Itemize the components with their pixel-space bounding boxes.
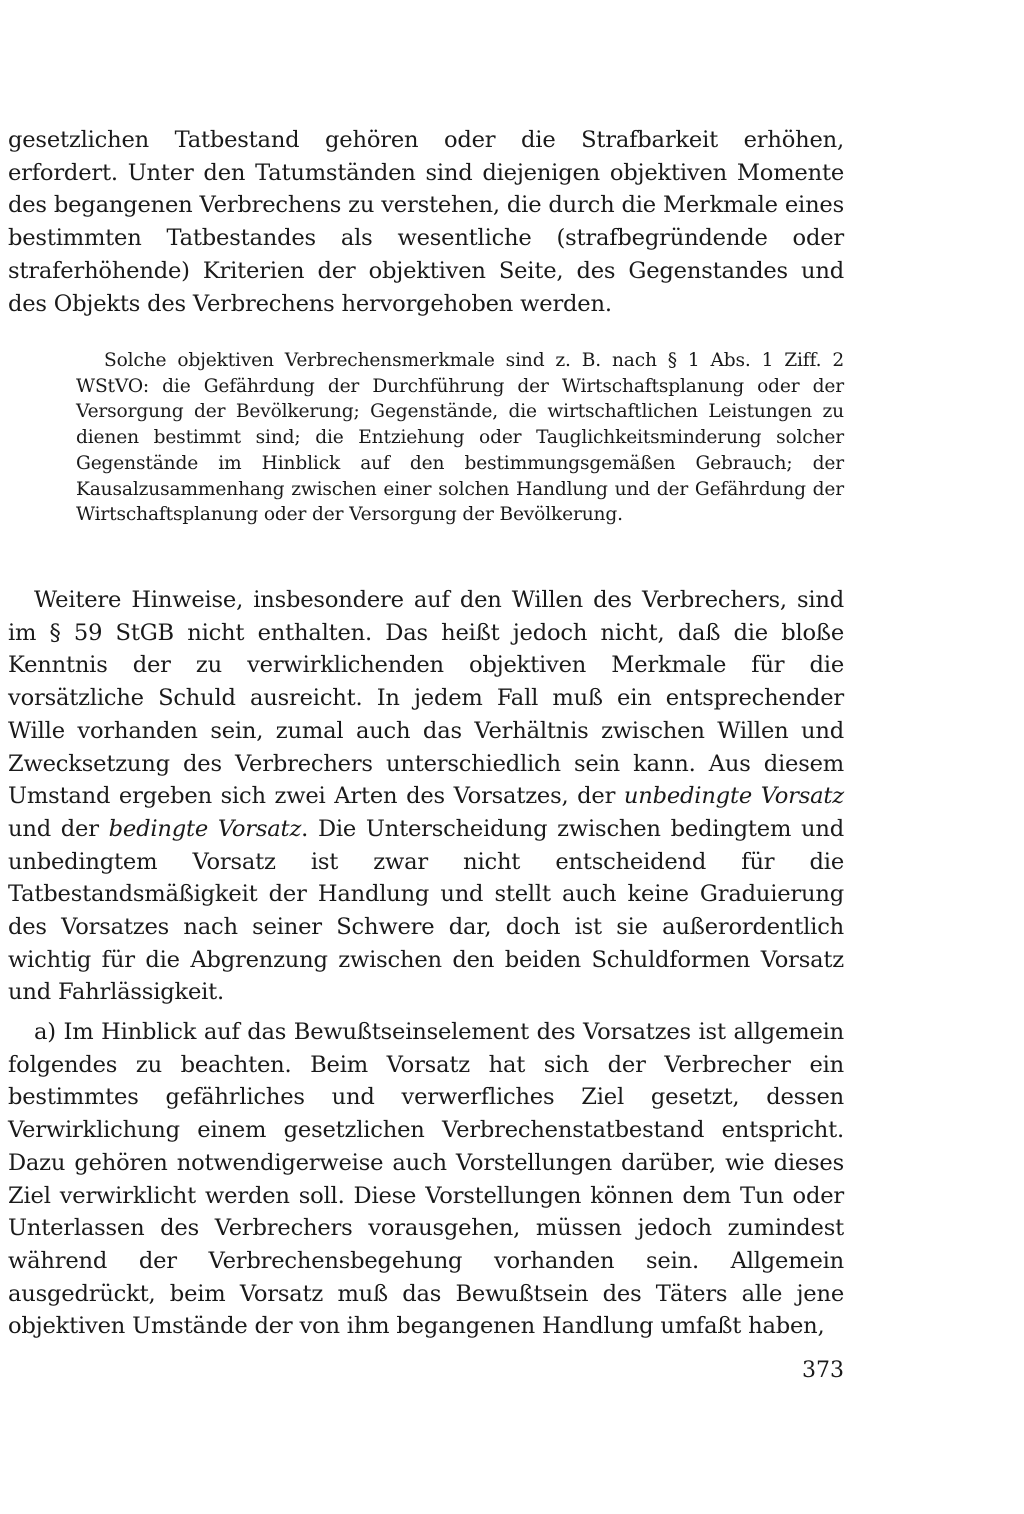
body-paragraph-bewusstseinselement: a) Im Hinblick auf das Bewußtseinselement des Vorsatzes ist allgemein folgendes zu beachten. Beim Vorsatz hat sich der Verbrecher ein bestimmtes gefährliches und verwerfliches Ziel gesetzt, dessen Verwirklichung einem gesetzlichen Verbrechenstatbestand entspricht. Dazu gehören notwendigerweise auch Vorstellungen darüber, wie dieses Ziel verwirklicht werden soll. Diese Vorstellungen können dem Tun oder Unterlassen des Verbrechers vorausgehen, müssen jedoch zumindest während der Verbrechensbegehung vorhanden sein. Allgemein ausgedrückt, beim Vorsatz muß das Bewußtsein des Täters alle jene objektiven Umstände der von ihm begangenen Handlung umfaßt haben, (8, 1019, 844, 1340)
body-paragraph-vorsatz-arten (8, 584, 844, 1009)
page-number: 373 (802, 1358, 844, 1383)
emphasis-bedingter-vorsatz: bedingte Vorsatz (108, 815, 302, 842)
small-print-note: Solche objektiven Verbrechensmerkmale sind z. B. nach § 1 Abs. 1 Ziff. 2 WStVO: die Gefährdung der Durchführung der Wirtschaftsplanung oder der Versorgung der Bevölkerung; Gegenstände, die wirtschaftlichen Leistungen zu dienen bestimmt sind; die Entziehung oder Tauglichkeitsminderung solcher Gegenstände im Hinblick auf den bestimmungsgemäßen Gebrauch; der Kausalzusammenhang zwischen einer solchen Handlung und der Gefährdung der Wirtschaftsplanung oder der Versorgung der Bevölkerung. (76, 350, 844, 526)
body-paragraph-continued: gesetzlichen Tatbestand gehören oder die Strafbarkeit erhöhen, erfordert. Unter den Tatumständen sind diejenigen objektiven Momente des begangenen Verbrechens zu verstehen, die durch die Merkmale eines bestimmten Tatbestandes als wesentliche (strafbegründende oder straferhöhende) Kriterien der objektiven Seite, des Gegenstandes und des Objekts des Verbrechens hervorgehoben werden. (8, 127, 844, 317)
emphasis-unbedingter-vorsatz: unbedingte Vorsatz (623, 783, 844, 810)
paragraph-text-part: und der (8, 815, 109, 842)
paragraph-text-part: . Die Unterscheidung zwischen bedingtem und unbedingtem Vorsatz ist zwar nicht entscheidend für die Tatbestandsmäßigkeit der Handlung und stellt auch keine Graduierung des Vorsatzes nach seiner Schwere dar, doch ist sie außerordentlich wichtig für die Abgrenzung zwischen den beiden Schuldformen Vorsatz und Fahrlässigkeit. (8, 815, 844, 1006)
paragraph-text-part: Weitere Hinweise, insbesondere auf den Willen des Verbrechers, sind im § 59 StGB nicht enthalten. Das heißt jedoch nicht, daß die bloße Kenntnis der zu verwirklichenden objektiven Merkmale für die vorsätzliche Schuld ausreicht. In jedem Fall muß ein entsprechender Wille vorhanden sein, zumal auch das Verhältnis zwischen Willen und Zwecksetzung des Verbrechers unterschiedlich sein kann. Aus diesem Umstand ergeben sich zwei Arten des Vorsatzes, der (8, 587, 844, 810)
